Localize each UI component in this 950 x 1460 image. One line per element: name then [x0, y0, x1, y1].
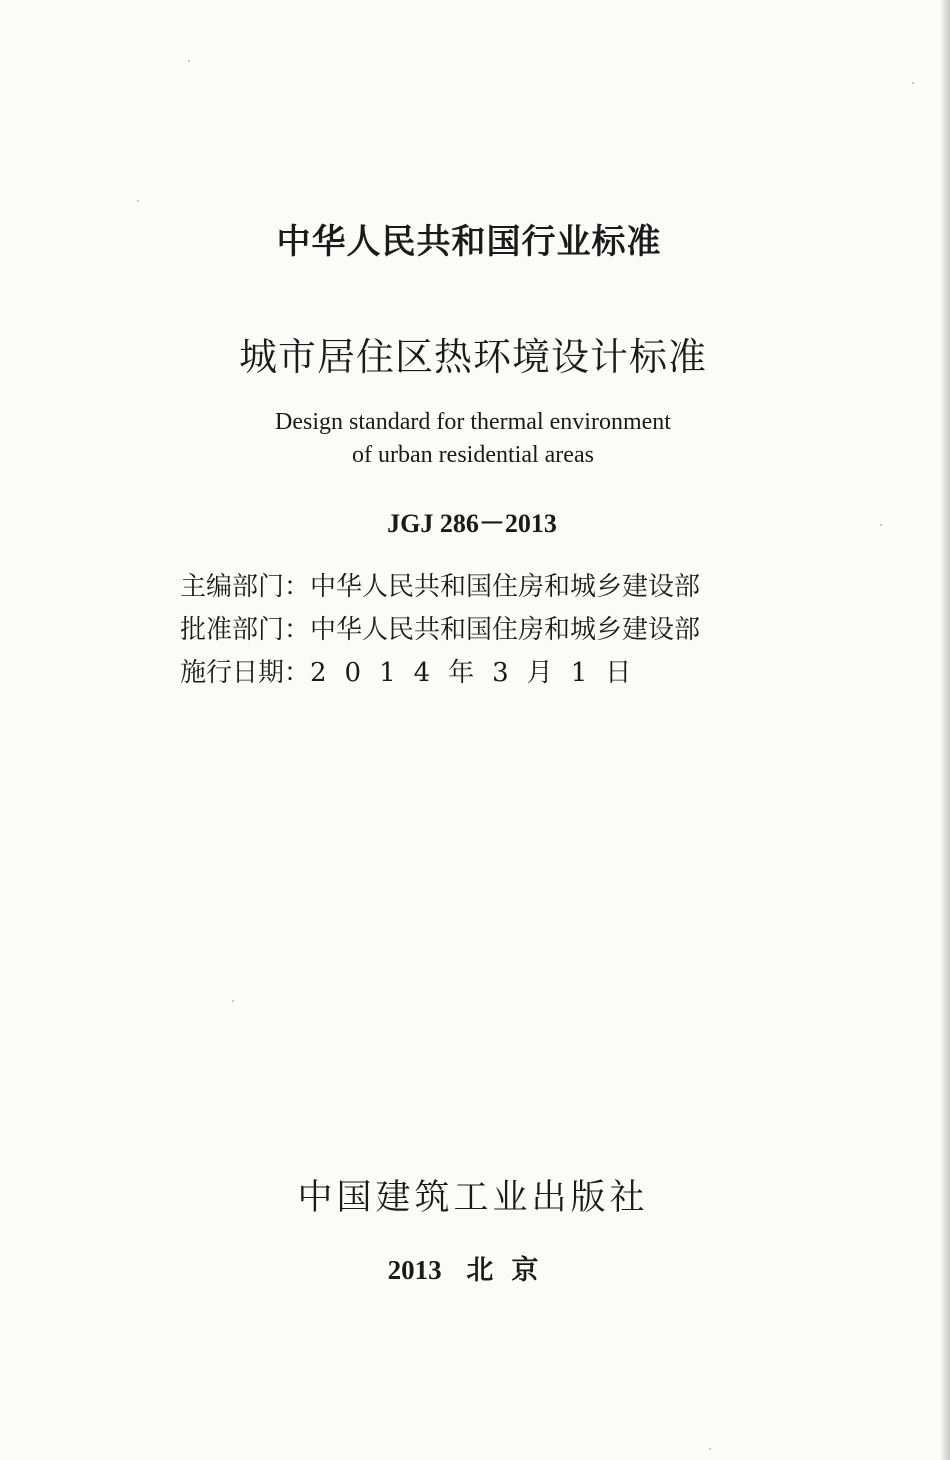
- meta-approver-row: [180, 609, 700, 652]
- meta-block: [180, 566, 700, 695]
- category-title: 中华人民共和国行业标准: [276, 222, 662, 262]
- meta-value: 2014年3月1日: [310, 658, 650, 688]
- scan-speck: [137, 200, 139, 202]
- publisher-name: 中国建筑工业出版社: [297, 1178, 649, 1218]
- publish-year-city: [0, 1248, 947, 1287]
- meta-value: 中华人民共和国住房和城乡建设部: [310, 615, 701, 645]
- meta-value: 中华人民共和国住房和城乡建设部: [310, 572, 701, 602]
- scan-speck: [232, 1000, 234, 1002]
- standard-title-en: [0, 406, 948, 472]
- meta-editor-row: [180, 566, 700, 609]
- scan-speck: [912, 82, 914, 84]
- standard-title-en-line2: of urban residential areas: [352, 442, 594, 468]
- scan-speck: [188, 60, 190, 62]
- meta-label: 施行日期：: [180, 658, 311, 688]
- standard-title-en-line1: Design standard for thermal environment: [275, 409, 671, 435]
- publish-year: 2013: [387, 1255, 442, 1285]
- scan-speck: [709, 1448, 711, 1450]
- meta-label: 主编部门：: [180, 572, 311, 602]
- standard-title-zh: 城市居住区热环境设计标准: [238, 335, 707, 379]
- meta-label: 批准部门：: [180, 615, 311, 645]
- meta-effective-date-row: [180, 652, 700, 695]
- standard-code: JGJ 286－2013: [387, 509, 557, 538]
- publish-city: 北京: [466, 1255, 557, 1286]
- scan-speck: [880, 524, 882, 526]
